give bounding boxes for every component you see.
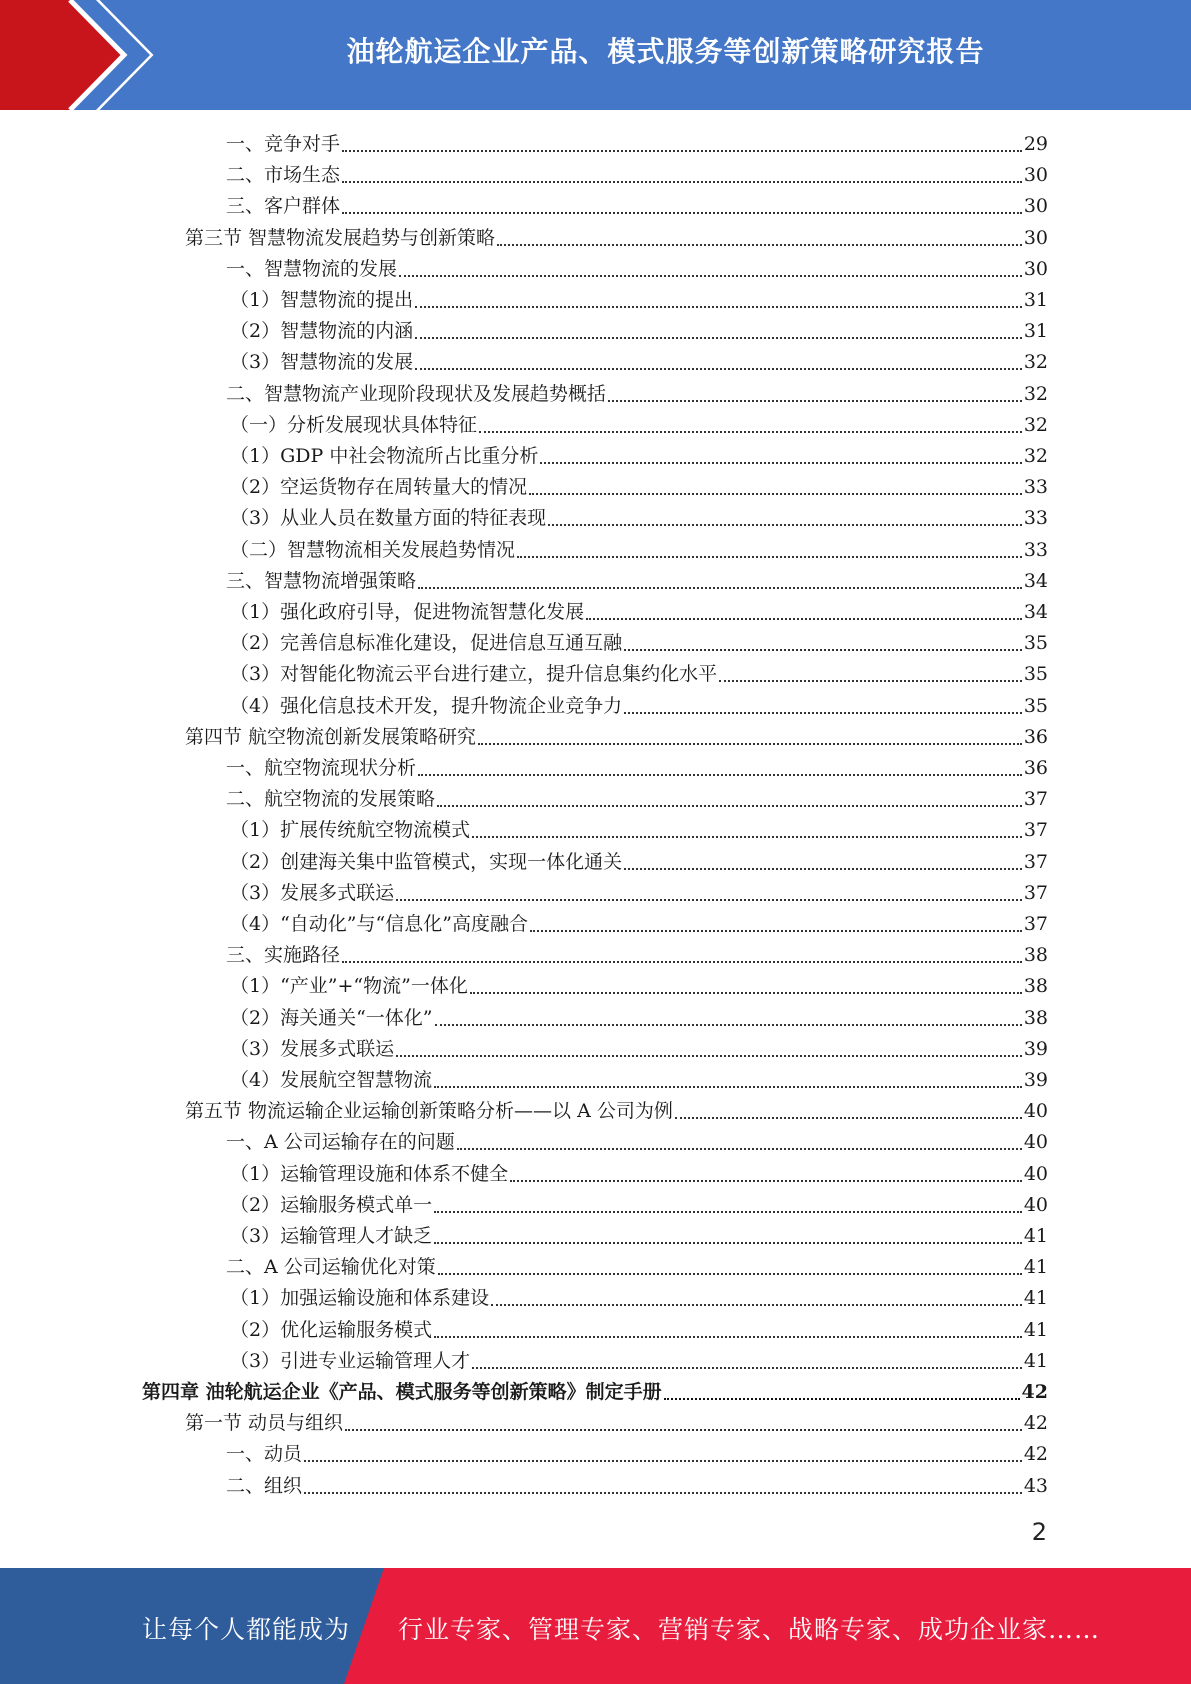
- toc-entry-page: 31: [1023, 289, 1048, 311]
- toc-entry-title: （3）引进专业运输管理人才: [230, 1350, 471, 1372]
- toc-entry-title: （2）空运货物存在周转量大的情况: [230, 476, 528, 498]
- toc-entry[interactable]: [230, 1221, 1048, 1252]
- toc-entry-title: （4）发展航空智慧物流: [230, 1069, 433, 1091]
- header-banner: [0, 0, 1191, 110]
- toc-entry[interactable]: [226, 940, 1048, 971]
- toc-entry-page: 37: [1023, 913, 1048, 935]
- toc-entry[interactable]: [230, 1315, 1048, 1346]
- toc-entry-page: 38: [1023, 944, 1048, 966]
- toc-entry-title: （3）从业人员在数量方面的特征表现: [230, 507, 547, 529]
- toc-entry[interactable]: [185, 1408, 1048, 1439]
- toc-entry[interactable]: [230, 285, 1048, 316]
- toc-entry-page: 41: [1023, 1319, 1048, 1341]
- toc-entry-page: 32: [1023, 351, 1048, 373]
- toc-entry-page: 34: [1023, 601, 1048, 623]
- toc-leader-dots: [415, 306, 1022, 308]
- toc-leader-dots: [438, 1273, 1022, 1275]
- toc-entry[interactable]: [226, 566, 1048, 597]
- toc-entry[interactable]: [230, 316, 1048, 347]
- toc-entry[interactable]: [230, 878, 1048, 909]
- toc-entry-page: 30: [1023, 227, 1048, 249]
- toc-entry-title: （1）加强运输设施和体系建设: [230, 1287, 490, 1309]
- toc-entry-title: 一、航空物流现状分析: [226, 757, 417, 779]
- toc-leader-dots: [624, 649, 1022, 651]
- toc-entry-title: （4）强化信息技术开发，提升物流企业竞争力: [230, 695, 623, 717]
- toc-entry-title: （1）运输管理设施和体系不健全: [230, 1163, 509, 1185]
- toc-entry-title: 三、客户群体: [226, 195, 341, 217]
- toc-entry[interactable]: [230, 1159, 1048, 1190]
- toc-entry[interactable]: [230, 1065, 1048, 1096]
- toc-leader-dots: [478, 743, 1022, 745]
- toc-entry-page: 34: [1023, 570, 1048, 592]
- toc-entry-page: 41: [1023, 1287, 1048, 1309]
- toc-entry-title: （2）海关通关“一体化”: [230, 1007, 433, 1029]
- toc-entry-page: 41: [1023, 1225, 1048, 1247]
- toc-entry-title: （1）GDP 中社会物流所占比重分析: [230, 445, 539, 467]
- toc-leader-dots: [418, 774, 1022, 776]
- toc-entry-page: 30: [1023, 195, 1048, 217]
- footer-slogan-right: 行业专家、管理专家、营销专家、战略专家、成功企业家……: [398, 1615, 1101, 1644]
- toc-entry-title: （3）运输管理人才缺乏: [230, 1225, 433, 1247]
- toc-entry-page: 40: [1023, 1194, 1048, 1216]
- toc-entry[interactable]: [226, 254, 1048, 285]
- toc-entry-page: 35: [1023, 663, 1048, 685]
- toc-entry-title: 二、智慧物流产业现阶段现状及发展趋势概括: [226, 383, 607, 405]
- toc-entry-page: 38: [1023, 1007, 1048, 1029]
- toc-leader-dots: [491, 1304, 1022, 1306]
- toc-entry[interactable]: [230, 410, 1048, 441]
- toc-entry-title: （3）对智能化物流云平台进行建立，提升信息集约化水平: [230, 663, 718, 685]
- toc-entry[interactable]: [226, 191, 1048, 222]
- toc-entry-title: 二、航空物流的发展策略: [226, 788, 436, 810]
- toc-leader-dots: [510, 1180, 1022, 1182]
- toc-entry-title: （1）智慧物流的提出: [230, 289, 414, 311]
- toc-leader-dots: [342, 961, 1022, 963]
- toc-entry[interactable]: [142, 1377, 1048, 1408]
- toc-entry-page: 32: [1023, 414, 1048, 436]
- toc-leader-dots: [345, 1429, 1022, 1431]
- toc-entry-title: （4）“自动化”与“信息化”高度融合: [230, 913, 528, 935]
- toc-entry[interactable]: [230, 441, 1048, 472]
- toc-entry[interactable]: [230, 659, 1048, 690]
- toc-entry-title: 第五节 物流运输企业运输创新策略分析——以 A 公司为例: [185, 1100, 673, 1122]
- toc-entry-title: （3）智慧物流的发展: [230, 351, 414, 373]
- toc-entry-page: 35: [1023, 632, 1048, 654]
- toc-entry[interactable]: [226, 753, 1048, 784]
- toc-entry-page: 39: [1023, 1038, 1048, 1060]
- toc-leader-dots: [342, 150, 1022, 152]
- toc-entry-page: 42: [1023, 1412, 1048, 1434]
- toc-entry[interactable]: [226, 379, 1048, 410]
- toc-entry[interactable]: [226, 160, 1048, 191]
- toc-entry-page: 32: [1023, 445, 1048, 467]
- toc-entry-page: 42: [1023, 1443, 1048, 1465]
- toc-entry[interactable]: [226, 1127, 1048, 1158]
- toc-entry-title: （1）“产业”+“物流”一体化: [230, 975, 468, 997]
- toc-entry-page: 40: [1023, 1131, 1048, 1153]
- toc-entry-page: 41: [1023, 1350, 1048, 1372]
- toc-entry-title: （1）扩展传统航空物流模式: [230, 819, 471, 841]
- toc-entry-title: 三、实施路径: [226, 944, 341, 966]
- toc-leader-dots: [664, 1398, 1020, 1400]
- toc-entry-page: 36: [1023, 726, 1048, 748]
- toc-entry-page: 42: [1021, 1381, 1048, 1403]
- toc-entry-page: 33: [1023, 539, 1048, 561]
- toc-leader-dots: [435, 1024, 1022, 1026]
- toc-entry-page: 30: [1023, 258, 1048, 280]
- toc-entry-page: 40: [1023, 1100, 1048, 1122]
- toc-entry-title: （1）强化政府引导，促进物流智慧化发展: [230, 601, 585, 623]
- toc-entry-title: （2）创建海关集中监管模式，实现一体化通关: [230, 851, 623, 873]
- toc-entry[interactable]: [230, 909, 1048, 940]
- toc-entry[interactable]: [185, 722, 1048, 753]
- toc-leader-dots: [608, 400, 1022, 402]
- toc-leader-dots: [415, 368, 1022, 370]
- toc-entry[interactable]: [230, 1346, 1048, 1377]
- toc-entry-page: 39: [1023, 1069, 1048, 1091]
- toc-leader-dots: [396, 899, 1022, 901]
- toc-entry-title: （一）分析发展现状具体特征: [230, 414, 478, 436]
- toc-leader-dots: [342, 212, 1022, 214]
- toc-entry[interactable]: [230, 1003, 1048, 1034]
- toc-leader-dots: [434, 1211, 1022, 1213]
- toc-entry-title: （3）发展多式联运: [230, 1038, 395, 1060]
- toc-entry-page: 35: [1023, 695, 1048, 717]
- toc-entry[interactable]: [230, 691, 1048, 722]
- toc-leader-dots: [624, 868, 1022, 870]
- toc-leader-dots: [529, 493, 1022, 495]
- toc-leader-dots: [399, 275, 1022, 277]
- toc-entry-page: 32: [1023, 383, 1048, 405]
- toc-entry-page: 43: [1023, 1475, 1048, 1497]
- toc-entry[interactable]: [226, 1252, 1048, 1283]
- toc-entry-page: 29: [1023, 133, 1048, 155]
- toc-entry-page: 33: [1023, 476, 1048, 498]
- toc-leader-dots: [586, 618, 1022, 620]
- toc-entry-title: 一、竞争对手: [226, 133, 341, 155]
- toc-leader-dots: [624, 712, 1022, 714]
- toc-entry[interactable]: [230, 1283, 1048, 1314]
- toc-entry[interactable]: [230, 472, 1048, 503]
- toc-entry-title: 一、智慧物流的发展: [226, 258, 398, 280]
- toc-entry[interactable]: [230, 847, 1048, 878]
- toc-entry[interactable]: [230, 535, 1048, 566]
- toc-entry-title: （2）优化运输服务模式: [230, 1319, 433, 1341]
- toc-entry-page: 41: [1023, 1256, 1048, 1278]
- toc-leader-dots: [434, 1086, 1022, 1088]
- toc-leader-dots: [497, 244, 1022, 246]
- toc-entry-title: （2）完善信息标准化建设，促进信息互通互融: [230, 632, 623, 654]
- toc-leader-dots: [479, 431, 1022, 433]
- toc-leader-dots: [415, 337, 1022, 339]
- toc-leader-dots: [530, 930, 1022, 932]
- toc-entry[interactable]: [230, 1034, 1048, 1065]
- page-number: 2: [1031, 1518, 1047, 1546]
- toc-entry-page: 33: [1023, 507, 1048, 529]
- toc-entry[interactable]: [230, 597, 1048, 628]
- toc-entry-title: 二、A 公司运输优化对策: [226, 1256, 436, 1278]
- toc-entry-page: 36: [1023, 757, 1048, 779]
- toc-leader-dots: [437, 805, 1022, 807]
- toc-leader-dots: [396, 1055, 1022, 1057]
- toc-leader-dots: [472, 836, 1022, 838]
- document-title: 油轮航运企业产品、模式服务等创新策略研究报告: [346, 35, 985, 68]
- toc-entry[interactable]: [226, 1439, 1048, 1470]
- toc-entry-page: 37: [1023, 788, 1048, 810]
- toc-entry[interactable]: [230, 503, 1048, 534]
- toc-entry-title: 第三节 智慧物流发展趋势与创新策略: [185, 227, 496, 249]
- toc-entry[interactable]: [226, 784, 1048, 815]
- toc-leader-dots: [304, 1460, 1022, 1462]
- toc-entry[interactable]: [230, 628, 1048, 659]
- toc-entry-title: （2）智慧物流的内涵: [230, 320, 414, 342]
- toc-entry[interactable]: [230, 347, 1048, 378]
- toc-entry-page: 31: [1023, 320, 1048, 342]
- toc-leader-dots: [457, 1148, 1022, 1150]
- toc-leader-dots: [472, 1367, 1022, 1369]
- footer-banner: [0, 1568, 1191, 1684]
- toc-entry-page: 37: [1023, 819, 1048, 841]
- toc-entry[interactable]: [185, 1096, 1048, 1127]
- toc-leader-dots: [434, 1336, 1022, 1338]
- toc-entry[interactable]: [185, 223, 1048, 254]
- toc-entry-title: 二、市场生态: [226, 164, 341, 186]
- toc-leader-dots: [434, 1242, 1022, 1244]
- toc-entry[interactable]: [226, 129, 1048, 160]
- toc-entry[interactable]: [226, 1471, 1048, 1502]
- toc-leader-dots: [675, 1117, 1022, 1119]
- toc-entry-page: 40: [1023, 1163, 1048, 1185]
- toc-entry[interactable]: [230, 971, 1048, 1002]
- toc-entry-page: 37: [1023, 882, 1048, 904]
- toc-entry-title: 一、动员: [226, 1443, 303, 1465]
- toc-entry-title: 一、A 公司运输存在的问题: [226, 1131, 455, 1153]
- toc-entry-page: 38: [1023, 975, 1048, 997]
- toc-entry-title: 三、智慧物流增强策略: [226, 570, 417, 592]
- toc-entry-title: （二）智慧物流相关发展趋势情况: [230, 539, 516, 561]
- toc-entry-title: 二、组织: [226, 1475, 303, 1497]
- toc-leader-dots: [540, 462, 1021, 464]
- toc-entry-title: （2）运输服务模式单一: [230, 1194, 433, 1216]
- toc-leader-dots: [719, 680, 1022, 682]
- toc-leader-dots: [470, 992, 1022, 994]
- toc-leader-dots: [548, 524, 1022, 526]
- footer-slogan-left: 让每个人都能成为: [142, 1615, 351, 1644]
- toc-entry-title: 第四章 油轮航运企业《产品、模式服务等创新策略》制定手册: [142, 1381, 662, 1403]
- toc-entry-title: （3）发展多式联运: [230, 882, 395, 904]
- toc-leader-dots: [517, 556, 1022, 558]
- toc-leader-dots: [342, 181, 1022, 183]
- toc-leader-dots: [304, 1492, 1022, 1494]
- toc-entry-page: 37: [1023, 851, 1048, 873]
- toc-entry[interactable]: [230, 815, 1048, 846]
- toc-entry-page: 30: [1023, 164, 1048, 186]
- toc-entry-title: 第一节 动员与组织: [185, 1412, 344, 1434]
- toc-entry-title: 第四节 航空物流创新发展策略研究: [185, 726, 477, 748]
- toc-entry[interactable]: [230, 1190, 1048, 1221]
- toc-leader-dots: [418, 587, 1022, 589]
